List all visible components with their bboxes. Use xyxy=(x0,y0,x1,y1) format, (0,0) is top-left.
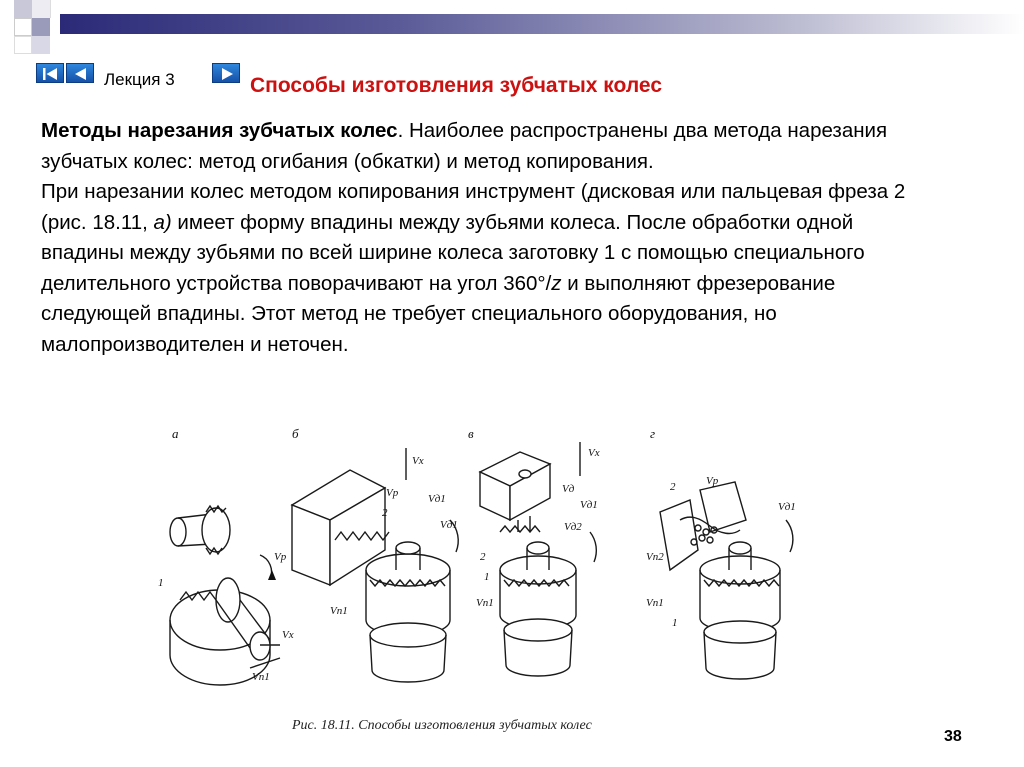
label-g-2: 2 xyxy=(670,481,676,493)
label-a-vp: Vр xyxy=(274,551,287,563)
triangle-left-icon xyxy=(67,64,95,84)
label-a-1: 1 xyxy=(158,577,164,589)
triangle-right-icon xyxy=(213,64,241,84)
label-v-vx: Vx xyxy=(588,447,600,459)
page-number: 38 xyxy=(944,728,962,745)
label-v-vd1: Vд1 xyxy=(580,499,598,511)
panel-v-drawing xyxy=(476,442,600,676)
panel-a-drawing xyxy=(158,506,294,685)
first-slide-button[interactable] xyxy=(36,63,64,83)
label-v-2: 2 xyxy=(480,551,486,563)
panel-label-a: а xyxy=(172,426,179,441)
label-b-vx: Vx xyxy=(412,455,424,467)
figure-caption: Рис. 18.11. Способы изготовления зубчатых колес xyxy=(292,718,592,733)
header-gradient-bar xyxy=(60,14,1024,34)
label-v-vd2: Vд2 xyxy=(564,521,582,533)
label-g-vp1: Vп1 xyxy=(646,597,664,609)
label-v-1: 1 xyxy=(484,571,490,583)
panel-label-b: б xyxy=(292,426,299,441)
previous-slide-button[interactable] xyxy=(66,63,94,83)
label-v-vd: Vд xyxy=(562,483,575,495)
skip-back-icon xyxy=(37,64,65,84)
paragraph-heading: Методы нарезания зубчатых колес xyxy=(41,119,398,142)
label-a-vp1: Vп1 xyxy=(252,671,270,683)
label-v-vp1: Vп1 xyxy=(476,597,494,609)
paragraph-2-z: z xyxy=(551,271,562,295)
paragraph-2-italic: а) xyxy=(153,210,172,234)
paragraph-1-text: . Наиболее распространены два метода нарезания зубчатых колес: метод огибания (обкатки) и метод копирования. xyxy=(41,119,888,173)
slide-title: Способы изготовления зубчатых колес xyxy=(250,74,662,97)
lecture-label: Лекция 3 xyxy=(104,70,175,89)
panel-b-drawing xyxy=(292,448,458,682)
panel-label-v: в xyxy=(468,426,474,441)
decor-square xyxy=(14,0,32,18)
paragraph-2-part-a: При нарезании колес методом копирования инструмент (дисковая или пальцевая фреза 2 (рис. 18.11, xyxy=(41,180,906,234)
next-slide-button[interactable] xyxy=(212,63,240,83)
decor-square xyxy=(32,0,50,18)
label-b-vd1: Vд1 xyxy=(428,493,446,505)
label-b-vp: Vр xyxy=(386,487,399,499)
label-g-vp: Vр xyxy=(706,475,719,487)
label-b-vd1b: Vд1 xyxy=(440,519,458,531)
paragraph-2 xyxy=(41,177,941,360)
label-b-2: 2 xyxy=(382,507,388,519)
label-g-1: 1 xyxy=(672,617,678,629)
decor-square xyxy=(32,18,50,36)
label-g-vp2: Vп2 xyxy=(646,551,664,563)
decor-square xyxy=(14,36,32,54)
gear-cutting-figure xyxy=(150,420,810,750)
panel-label-g: г xyxy=(650,426,656,441)
label-a-vx: Vx xyxy=(282,629,294,641)
label-g-vd1: Vд1 xyxy=(778,501,796,513)
paragraph-2-part-b: имеет форму впадины между зубьями колеса. После обработки одной впадины между зубьями по всей ширине колеса заготовку 1 с помощью специального делительного устройства поворачивают на угол 360°/ xyxy=(41,210,865,295)
label-b-vp1: Vп1 xyxy=(330,605,348,617)
decor-square xyxy=(32,36,50,54)
paragraph-1 xyxy=(41,116,941,177)
paragraph-2-part-c: и выполняют фрезерование следующей впадины. Этот метод не требует специального оборудования, но малопроизводителен и неточен. xyxy=(41,271,836,356)
slide-body xyxy=(41,116,941,360)
decor-square xyxy=(14,18,32,36)
panel-g-drawing xyxy=(646,475,796,679)
gear-cutting-drawing xyxy=(150,420,810,750)
